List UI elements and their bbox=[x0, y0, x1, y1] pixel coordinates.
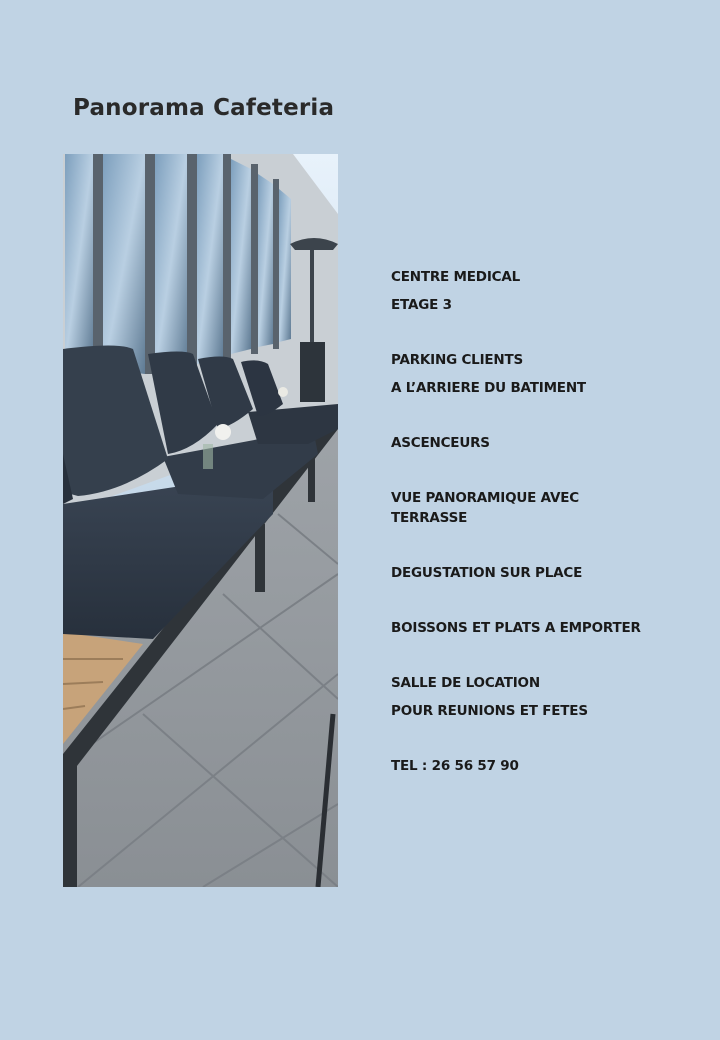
info-rental-line1: SALLE DE LOCATION bbox=[391, 675, 540, 691]
info-view-line1: VUE PANORAMIQUE AVEC bbox=[391, 490, 579, 506]
info-phone: TEL : 26 56 57 90 bbox=[391, 758, 519, 774]
info-tasting: DEGUSTATION SUR PLACE bbox=[391, 565, 583, 581]
info-parking: PARKING CLIENTS bbox=[391, 352, 524, 368]
info-list bbox=[391, 267, 691, 776]
info-elevators: ASCENCEURS bbox=[391, 435, 490, 451]
info-view-line2: TERRASSE bbox=[391, 510, 468, 526]
page-title: Panorama Cafeteria bbox=[73, 95, 335, 121]
info-takeaway: BOISSONS ET PLATS A EMPORTER bbox=[391, 620, 641, 636]
info-parking-location: A L’ARRIERE DU BATIMENT bbox=[391, 380, 586, 396]
info-rental-line2: POUR REUNIONS ET FETES bbox=[391, 703, 588, 719]
info-medical-center: CENTRE MEDICAL bbox=[391, 269, 520, 285]
info-floor: ETAGE 3 bbox=[391, 297, 452, 313]
terrace-photo bbox=[63, 154, 338, 887]
